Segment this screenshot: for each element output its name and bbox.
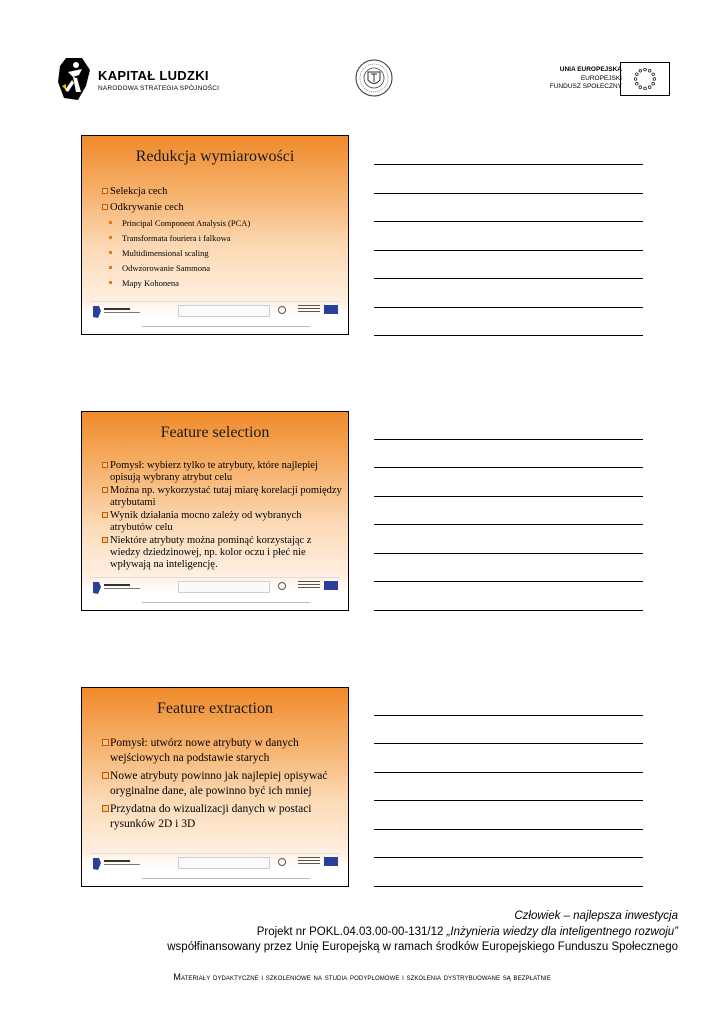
slide-1 bbox=[81, 135, 349, 335]
slide-title: Redukcja wymiarowości bbox=[135, 148, 295, 165]
checkbox-bullet-icon bbox=[102, 462, 108, 468]
sub-bullet-item bbox=[102, 278, 342, 288]
slide-footer-eu-text bbox=[298, 581, 320, 590]
note-line bbox=[374, 857, 643, 858]
note-line bbox=[374, 221, 643, 222]
slide-footer-rule bbox=[142, 878, 310, 879]
checkbox-bullet-icon bbox=[102, 739, 109, 746]
note-line bbox=[374, 581, 643, 582]
slide-kapital-ludzki-logo bbox=[92, 581, 144, 595]
bullet-text: Selekcja cech bbox=[110, 186, 168, 197]
square-bullet-icon bbox=[109, 281, 112, 284]
bullet-item bbox=[102, 736, 342, 765]
bullet-text: Pomysł: utwórz nowe atrybuty w danych wejściowych na podstawie starych bbox=[110, 737, 299, 764]
square-bullet-icon bbox=[109, 266, 112, 269]
bullet-item bbox=[102, 802, 342, 831]
slide-body bbox=[102, 460, 342, 572]
square-bullet-icon bbox=[109, 221, 112, 224]
slide-title: Feature extraction bbox=[157, 700, 273, 717]
note-line bbox=[374, 193, 643, 194]
checkbox-bullet-icon bbox=[102, 204, 108, 210]
bullet-text: Wynik działania mocno zależy od wybranych atrybutów celu bbox=[110, 510, 302, 533]
eu-logo-line1: UNIA EUROPEJSKA bbox=[559, 66, 622, 73]
sub-bullet-text: Mapy Kohonena bbox=[122, 278, 179, 288]
kapital-ludzki-subtitle: NARODOWA STRATEGIA SPÓJNOŚCI bbox=[98, 85, 220, 92]
note-line bbox=[374, 610, 643, 611]
note-line bbox=[374, 800, 643, 801]
footer-cofinancing: współfinansowany przez Unię Europejską w ramach środków Europejskiego Funduszu Społecznego bbox=[167, 941, 678, 953]
eu-logo-line3: FUNDUSZ SPOŁECZNY bbox=[549, 83, 622, 90]
note-line bbox=[374, 886, 643, 887]
slide-kapital-ludzki-logo bbox=[92, 305, 144, 319]
slide-footer-project-box bbox=[178, 305, 270, 317]
slide-body bbox=[102, 186, 342, 293]
slide-footer-project-box bbox=[178, 857, 270, 869]
slide-footer bbox=[90, 577, 340, 606]
kapital-ludzki-person-icon bbox=[56, 56, 92, 102]
bullet-text: Pomysł: wybierz tylko te atrybuty, które najlepiej opisują wybrany atrybut celu bbox=[110, 460, 318, 483]
checkbox-bullet-icon bbox=[102, 805, 109, 812]
slide-footer-eu-text bbox=[298, 305, 320, 314]
bullet-item bbox=[102, 186, 342, 198]
note-line bbox=[374, 164, 643, 165]
slide-footer-eu-flag-icon bbox=[324, 857, 338, 866]
note-line bbox=[374, 307, 643, 308]
sub-bullet-item bbox=[102, 233, 342, 243]
note-line bbox=[374, 335, 643, 336]
slide-footer-seal-icon bbox=[278, 582, 286, 590]
sub-bullet-item bbox=[102, 218, 342, 228]
bullet-item bbox=[102, 769, 342, 798]
slide-footer-rule bbox=[142, 326, 310, 327]
sub-bullet-text: Odwzorowanie Sammona bbox=[122, 263, 211, 273]
note-line bbox=[374, 250, 643, 251]
bullet-text: Odkrywanie cech bbox=[110, 202, 184, 213]
note-line bbox=[374, 496, 643, 497]
footer-project bbox=[257, 926, 678, 938]
sub-bullet-text: Multidimensional scaling bbox=[122, 248, 209, 258]
bullet-item bbox=[102, 460, 342, 484]
eu-logo-text bbox=[550, 66, 622, 92]
note-line bbox=[374, 829, 643, 830]
bullet-text: Przydatna do wizualizacji danych w postaci rysunków 2D i 3D bbox=[110, 803, 312, 830]
note-line bbox=[374, 715, 643, 716]
slide-footer-rule bbox=[142, 602, 310, 603]
slide-footer-seal-icon bbox=[278, 858, 286, 866]
slide-footer-eu-flag-icon bbox=[324, 305, 338, 314]
checkbox-bullet-icon bbox=[102, 188, 108, 194]
slide-footer bbox=[90, 301, 340, 330]
kapital-ludzki-logo bbox=[40, 44, 220, 114]
bullet-item bbox=[102, 485, 342, 509]
checkbox-bullet-icon bbox=[102, 487, 108, 493]
note-line bbox=[374, 278, 643, 279]
bullet-item bbox=[102, 202, 342, 214]
eu-logo-line2: EUROPEJSKI bbox=[580, 74, 622, 82]
footer-slogan: Człowiek – najlepsza inwestycja bbox=[514, 910, 678, 922]
page-header bbox=[0, 0, 724, 120]
square-bullet-icon bbox=[109, 251, 112, 254]
slide-body bbox=[102, 736, 342, 835]
checkbox-bullet-icon bbox=[102, 772, 109, 779]
bullet-item bbox=[102, 510, 342, 534]
sub-bullet-item bbox=[102, 248, 342, 258]
checkbox-bullet-icon bbox=[102, 537, 108, 543]
sub-bullet-item bbox=[102, 263, 342, 273]
slide-2 bbox=[81, 411, 349, 611]
bullet-text: Niektóre atrybuty można pominąć korzystając z wiedzy dziedzinowej, np. kolor oczu i płeć nie wpływają na inteligencję. bbox=[110, 535, 312, 570]
sub-bullet-text: Principal Component Analysis (PCA) bbox=[122, 218, 251, 228]
note-line bbox=[374, 772, 643, 773]
slide-3 bbox=[81, 687, 349, 887]
square-bullet-icon bbox=[109, 236, 112, 239]
footer-project-number: Projekt nr POKL.04.03.00-00-131/12 bbox=[256, 926, 447, 938]
eu-flag-icon bbox=[620, 62, 670, 96]
slide-footer-project-box bbox=[178, 581, 270, 593]
sub-bullet-text: Transformata fouriera i falkowa bbox=[122, 233, 231, 243]
bullet-item bbox=[102, 535, 342, 571]
bullet-text: Nowe atrybuty powinno jak najlepiej opisywać oryginalne dane, ale powinno być ich mniej bbox=[110, 770, 328, 797]
slide-footer-eu-text bbox=[298, 857, 320, 866]
slide-footer bbox=[90, 853, 340, 882]
note-line bbox=[374, 553, 643, 554]
note-line bbox=[374, 743, 643, 744]
slide-kapital-ludzki-logo bbox=[92, 857, 144, 871]
footer-materials-note: Materiały dydaktyczne i szkoleniowe na studia podyplomowe i szkolenia dystrybuowane są bezpłatnie bbox=[173, 972, 551, 982]
kapital-ludzki-title: KAPITAŁ LUDZKI bbox=[98, 68, 209, 83]
slide-footer-eu-flag-icon bbox=[324, 581, 338, 590]
slide-title: Feature selection bbox=[160, 424, 270, 441]
note-line bbox=[374, 467, 643, 468]
checkbox-bullet-icon bbox=[102, 512, 108, 518]
note-line bbox=[374, 524, 643, 525]
university-seal-icon bbox=[355, 59, 393, 97]
footer-project-name: „Inżynieria wiedzy dla inteligentnego rozwoju” bbox=[446, 926, 678, 938]
bullet-text: Można np. wykorzystać tutaj miarę korelacji pomiędzy atrybutami bbox=[110, 485, 342, 508]
eu-logo bbox=[540, 60, 680, 100]
slide-footer-seal-icon bbox=[278, 306, 286, 314]
note-line bbox=[374, 439, 643, 440]
